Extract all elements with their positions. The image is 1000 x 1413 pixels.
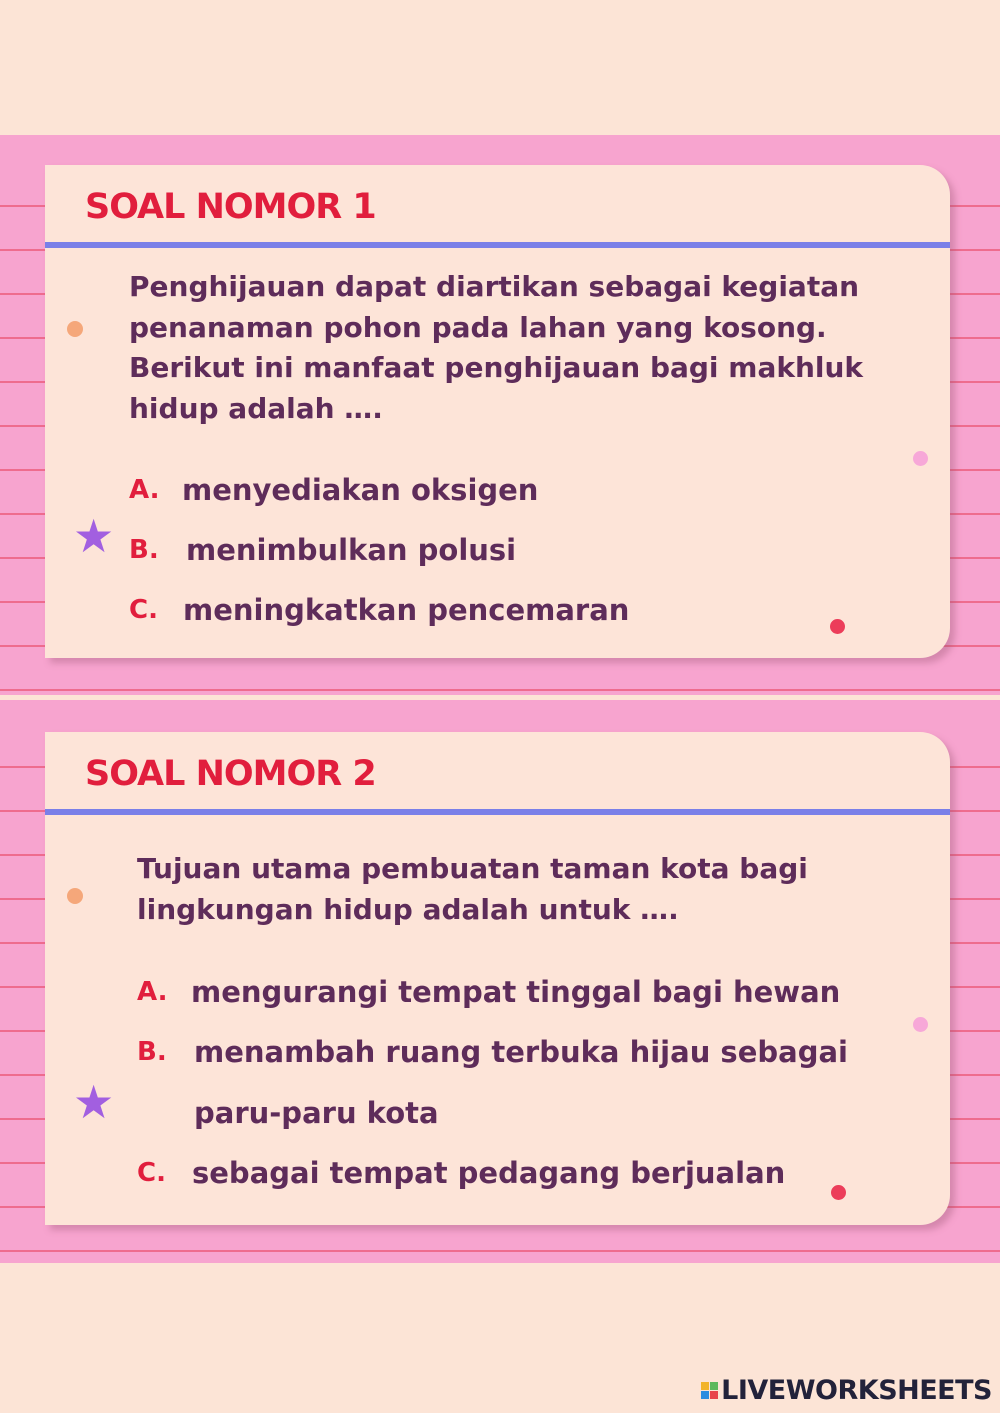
decoration-dot xyxy=(913,451,928,466)
option-text: menambah ruang terbuka hijau sebagai xyxy=(194,1035,848,1069)
option-text: menimbulkan polusi xyxy=(186,533,517,567)
star-icon: ★ xyxy=(73,509,115,563)
liveworksheets-logo-icon xyxy=(701,1382,718,1399)
liveworksheets-logo[interactable] xyxy=(701,1375,992,1406)
option-text: sebagai tempat pedagang berjualan xyxy=(192,1156,786,1190)
option-letter: C. xyxy=(129,595,158,625)
option-letter: B. xyxy=(137,1037,167,1067)
question-title: SOAL NOMOR 1 xyxy=(85,187,376,227)
option-text: meningkatkan pencemaran xyxy=(183,593,630,627)
question-title: SOAL NOMOR 2 xyxy=(85,754,376,794)
title-divider xyxy=(45,809,950,815)
decoration-dot xyxy=(67,321,83,337)
decoration-dot xyxy=(67,888,83,904)
decoration-dot xyxy=(830,619,845,634)
option-letter: C. xyxy=(137,1158,166,1188)
question-text: Penghijauan dapat diartikan sebagai kegiatan penanaman pohon pada lahan yang kosong. Berikut ini manfaat penghijauan bagi makhluk hidup adalah …. xyxy=(129,270,864,425)
option-text: mengurangi tempat tinggal bagi hewan xyxy=(191,975,841,1009)
star-icon: ★ xyxy=(73,1075,115,1129)
question-text: Tujuan utama pembuatan taman kota bagi lingkungan hidup adalah untuk …. xyxy=(137,852,808,926)
question-card-2 xyxy=(45,732,950,1225)
decoration-dot xyxy=(913,1017,928,1032)
option-letter: A. xyxy=(137,977,168,1007)
option-letter: B. xyxy=(129,535,159,565)
question-card-1 xyxy=(45,165,950,658)
decoration-dot xyxy=(831,1185,846,1200)
option-letter: A. xyxy=(129,475,160,505)
brand-name: LIVEWORKSHEETS xyxy=(721,1375,992,1406)
option-text: menyediakan oksigen xyxy=(182,473,539,507)
title-divider xyxy=(45,242,950,248)
option-text-continued: paru-paru kota xyxy=(194,1096,439,1130)
